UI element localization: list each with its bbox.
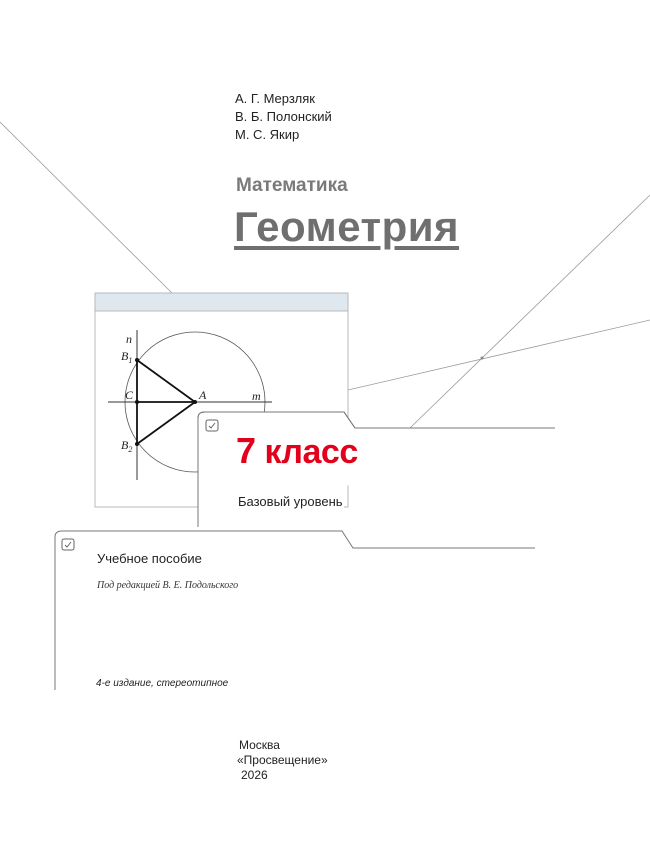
- editor-line: Под редакцией В. Е. Подольского: [97, 580, 239, 591]
- grade-word: класс: [264, 433, 358, 471]
- label-m: m: [252, 389, 261, 403]
- book-type: Учебное пособие: [97, 551, 202, 566]
- decor-line: [348, 320, 650, 390]
- book-title: Геометрия: [234, 203, 460, 250]
- grade-label: [236, 430, 358, 472]
- label-c: C: [125, 388, 134, 402]
- note-icon: [62, 539, 74, 550]
- subject-title: Математика: [236, 175, 348, 196]
- label-a: A: [199, 388, 207, 402]
- figure-titlebar: [95, 293, 348, 311]
- note-icon: [206, 420, 218, 431]
- author-name: В. Б. Полонский: [235, 109, 332, 124]
- imprint-year: 2026: [241, 768, 268, 782]
- label-b2: $B_2$: [121, 438, 133, 454]
- label-b1: $B_1$: [121, 349, 133, 365]
- imprint-city: Москва: [239, 738, 280, 752]
- decor-point: [481, 357, 484, 360]
- imprint: [237, 738, 328, 783]
- point-c: [135, 400, 139, 404]
- edition-line: 4-е издание, стереотипное: [96, 678, 229, 689]
- grade-number: 7: [236, 430, 256, 471]
- author-name: А. Г. Мерзляк: [235, 91, 315, 106]
- authors: [235, 90, 332, 144]
- author-name: М. С. Якир: [235, 127, 300, 142]
- decor-line: [0, 122, 172, 293]
- imprint-publisher: «Просвещение»: [237, 753, 328, 767]
- point-b1: [135, 358, 139, 362]
- point-a: [193, 400, 197, 404]
- label-n: n: [126, 332, 132, 346]
- point-b2: [135, 442, 139, 446]
- level-text: Базовый уровень: [238, 494, 343, 509]
